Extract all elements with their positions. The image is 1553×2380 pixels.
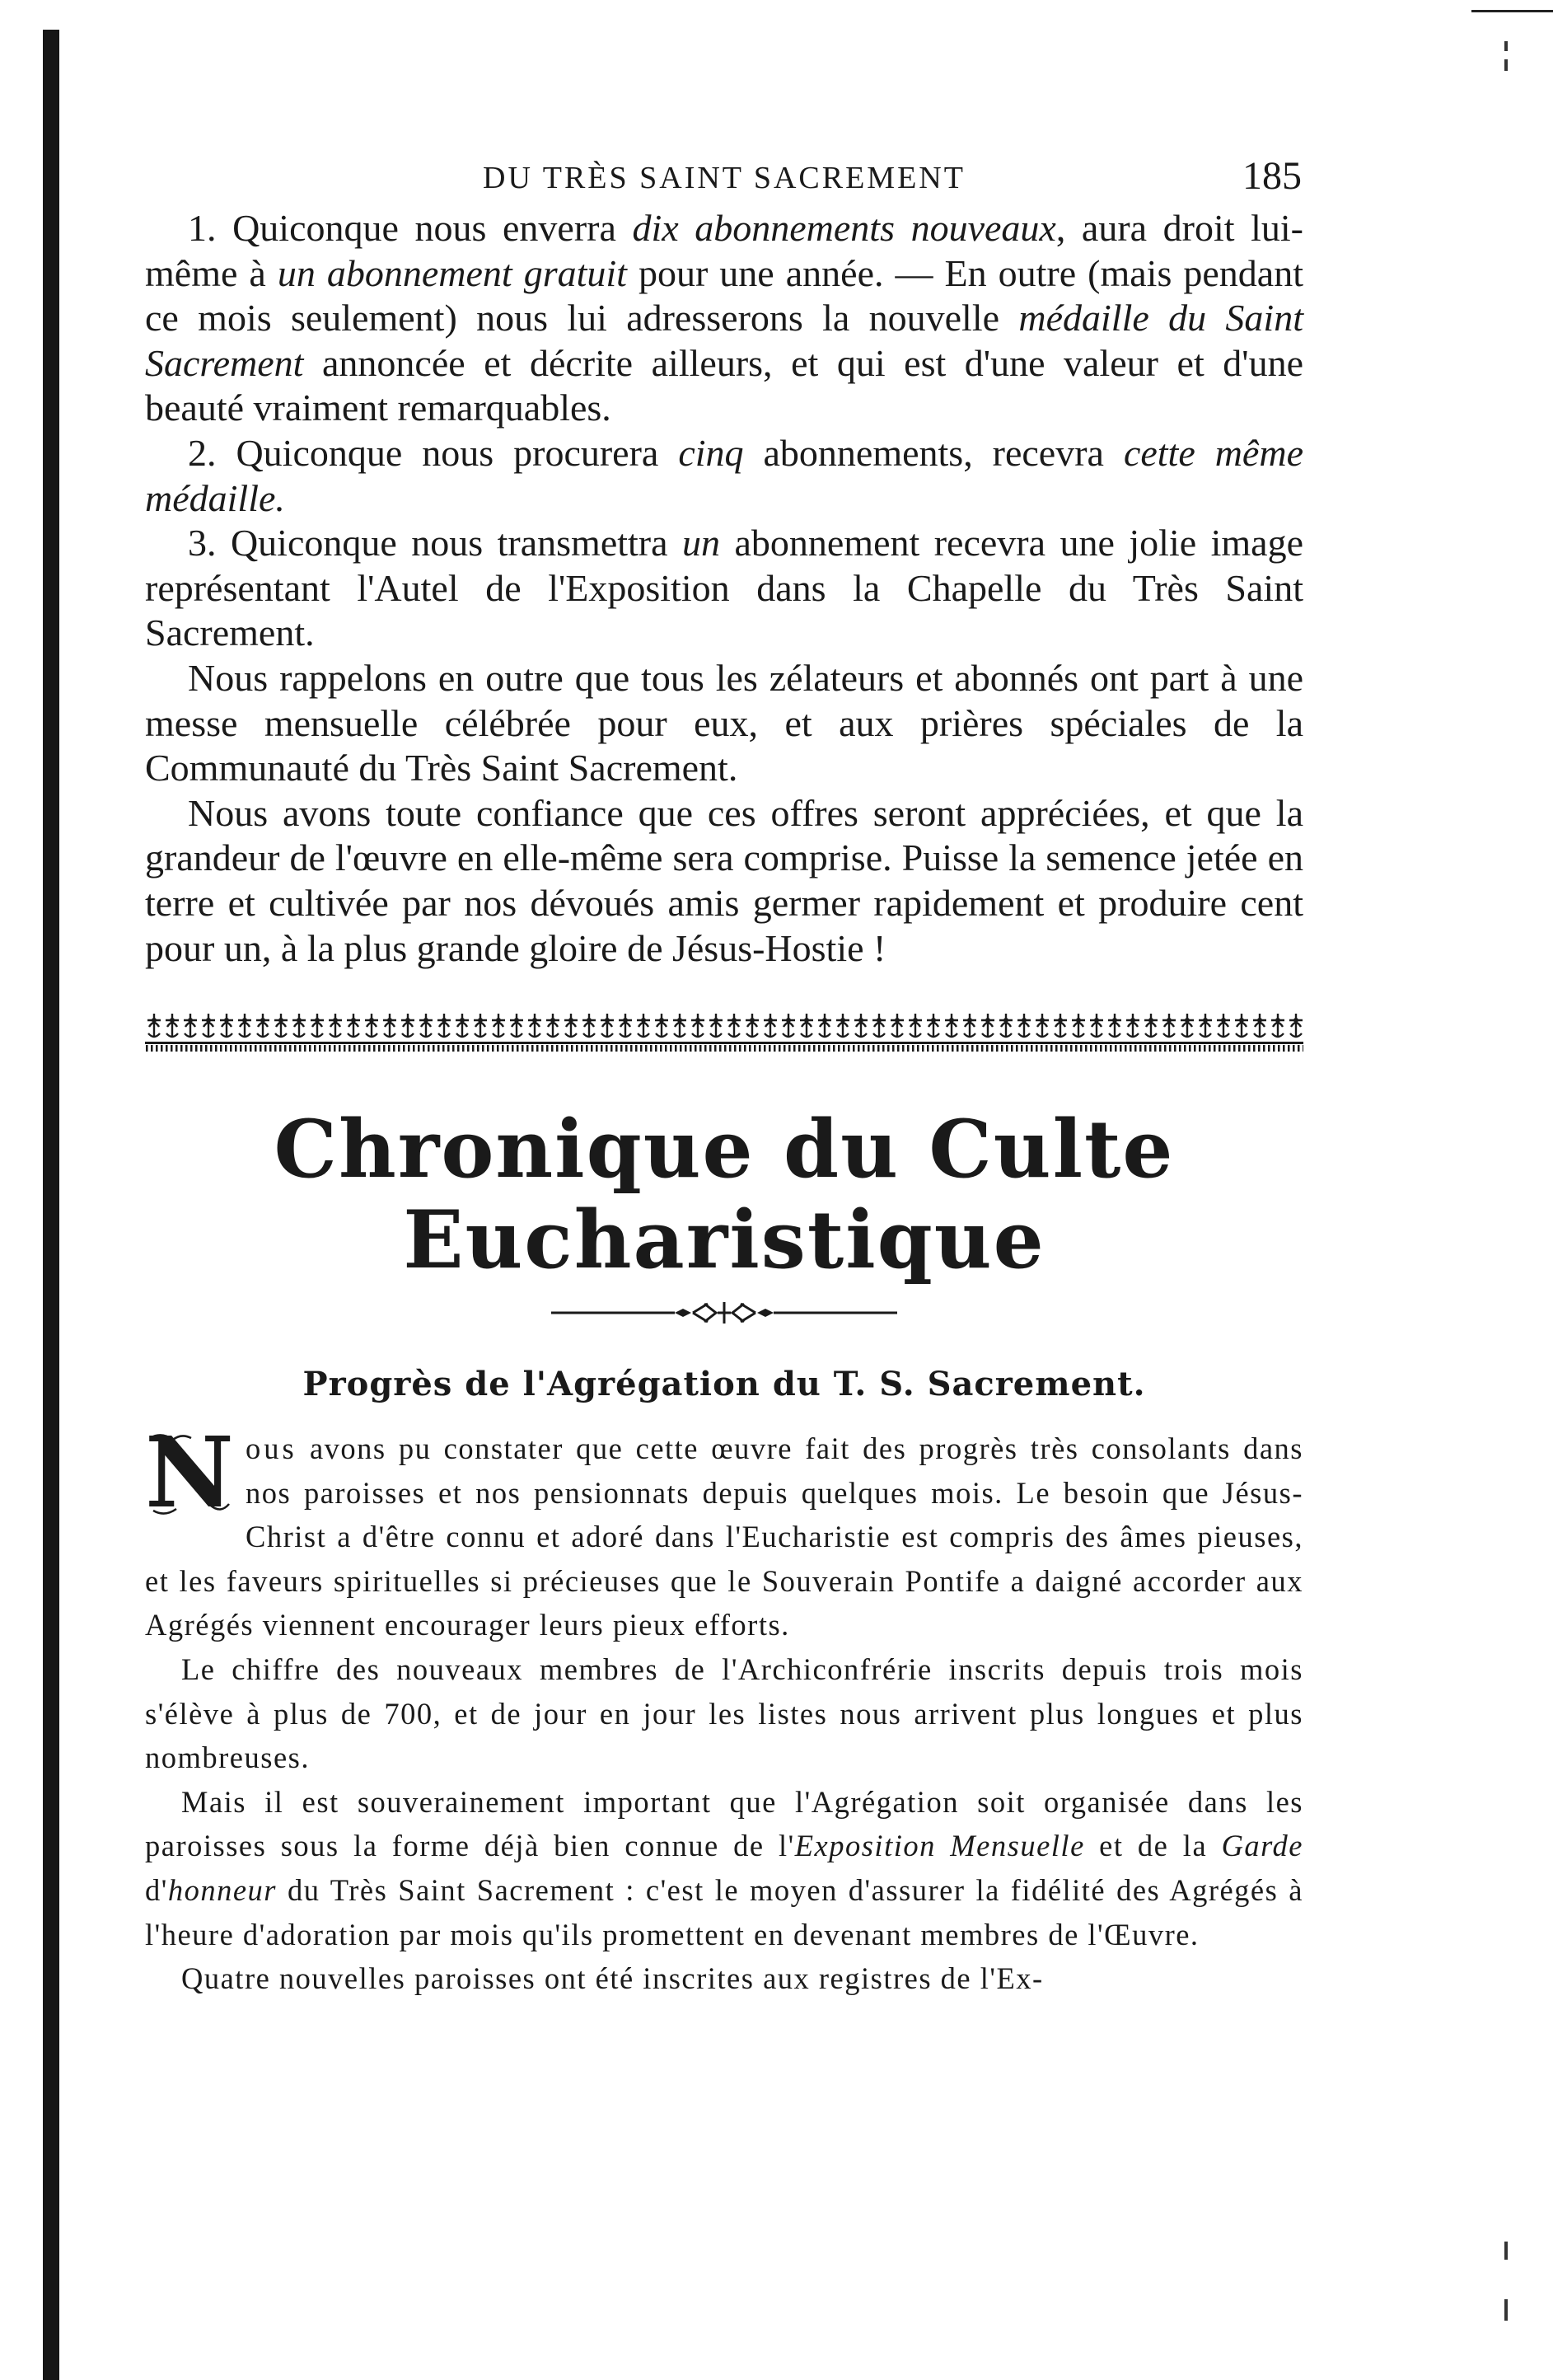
text-run: annoncée et décrite ailleurs, et qui est d'une valeur et d'une beauté vraiment remarquables. [145, 341, 1303, 429]
drop-cap-flourish-icon [145, 1431, 234, 1519]
paragraph-membership: Le chiffre des nouveaux membres de l'Archiconfrérie inscrits depuis trois mois s'élève à plus de 700, et de jour en jour les listes nous arrivent plus longues et plus nombreuses. [145, 1652, 1303, 1775]
drop-cap-letter: N [145, 1415, 236, 1530]
scan-edge-bar [43, 30, 59, 2380]
scan-speck [1504, 2299, 1508, 2321]
emphasis: un abonnement gratuit [277, 251, 627, 294]
scan-speck [1504, 59, 1508, 71]
emphasis: un [682, 522, 720, 565]
text-run: Mais il est souverainement important que l'Agrégation soit organisée dans les paroisses sous la forme déjà bien connue de l' [145, 1784, 1303, 1863]
lower-text-block [145, 1415, 1303, 2001]
paragraph-confidence: Nous avons toute confiance que ces offres seront appréciées, et que la grandeur de l'œuvre en elle-même sera comprise. Puisse la semence jetée en terre et cultivée par nos dévoués amis germer rapidement et produire cent pour un, à la plus grande gloire de Jésus-Hostie ! [145, 791, 1303, 969]
text-run: , aura droit lui-même à [145, 207, 1303, 294]
emphasis: dix abonnements nouveaux [632, 207, 1056, 249]
text-run: abonnements, recevra [743, 431, 1124, 474]
page-number: 185 [1242, 154, 1302, 198]
running-title: DU TRÈS SAINT SACREMENT [483, 161, 966, 195]
emphasis: Garde [1221, 1829, 1303, 1863]
text-run: du Très Saint Sacrement : c'est le moyen d'assurer la fidélité des Agrégés à l'heure d'adoration par mois qu'ils promettent en devenant membres de l'Œuvre. [145, 1873, 1303, 1951]
text-run: 1. Quiconque nous enverra [188, 207, 633, 249]
emphasis: honneur [167, 1873, 277, 1908]
emphasis: cette même médaille. [145, 431, 1303, 519]
emphasis: médaille du Saint Sacrement [145, 297, 1303, 384]
text-run: 2. Quiconque nous procurera [188, 431, 679, 474]
paragraph-offer-1 [145, 206, 1303, 431]
ornament-pattern [145, 1012, 1303, 1053]
text-run: abonnement recevra une jolie image représentant l'Autel de l'Exposition dans la Chapelle du Très Saint Sacrement. [145, 522, 1303, 654]
paragraph-new-parishes: Quatre nouvelles paroisses ont été inscrites aux registres de l'Ex- [181, 1961, 1044, 1996]
scan-edge-line [1471, 10, 1553, 12]
section-subheading: Progrès de l'Agrégation du T. S. Sacrement. [302, 1365, 1146, 1404]
text-run: pour une année. — En outre (mais pendant ce mois seulement) nous lui adresserons la nouvelle [145, 251, 1303, 340]
section-title: Chronique du Culte Eucharistique [274, 1103, 1175, 1287]
running-head [145, 148, 1303, 206]
text-run: d' [145, 1873, 168, 1908]
flourish-ornament [551, 1299, 897, 1327]
emphasis: Exposition Mensuelle [794, 1829, 1085, 1863]
scan-speck [1504, 2242, 1508, 2260]
text-run: et de la [1084, 1829, 1222, 1863]
flourish-divider [145, 1299, 1303, 1327]
paragraph-progress [145, 1415, 1303, 1647]
paragraph-reminder: Nous rappelons en outre que tous les zélateurs et abonnés ont part à une messe mensuelle célébrée pour eux, et aux prières spéciales de la Communauté du Très Saint Sacrement. [145, 656, 1303, 789]
text-run: avons pu constater que cette œuvre fait des progrès très consolants dans nos paroisses et nos pensionnats depuis quelques mois. Le besoin que Jésus-Christ a d'être connu et adoré dans l'Eucharistie est compris des âmes pieuses, et les faveurs spirituelles si précieuses que le Souverain Pontife a daigné accorder aux Agrégés viennent encourager leurs pieux efforts. [145, 1431, 1303, 1642]
lead-word: ous [246, 1431, 297, 1466]
paragraph-organisation [145, 1780, 1303, 1956]
scan-speck [1504, 41, 1508, 51]
paragraph-offer-3 [145, 521, 1303, 656]
emphasis: cinq [678, 431, 744, 474]
paragraph-offer-2 [145, 431, 1303, 521]
text-run: 3. Quiconque nous transmettra [188, 522, 682, 565]
drop-cap [145, 1415, 236, 1530]
book-page [145, 148, 1303, 2001]
ornament-band [145, 1012, 1303, 1053]
upper-text-block [145, 206, 1303, 971]
